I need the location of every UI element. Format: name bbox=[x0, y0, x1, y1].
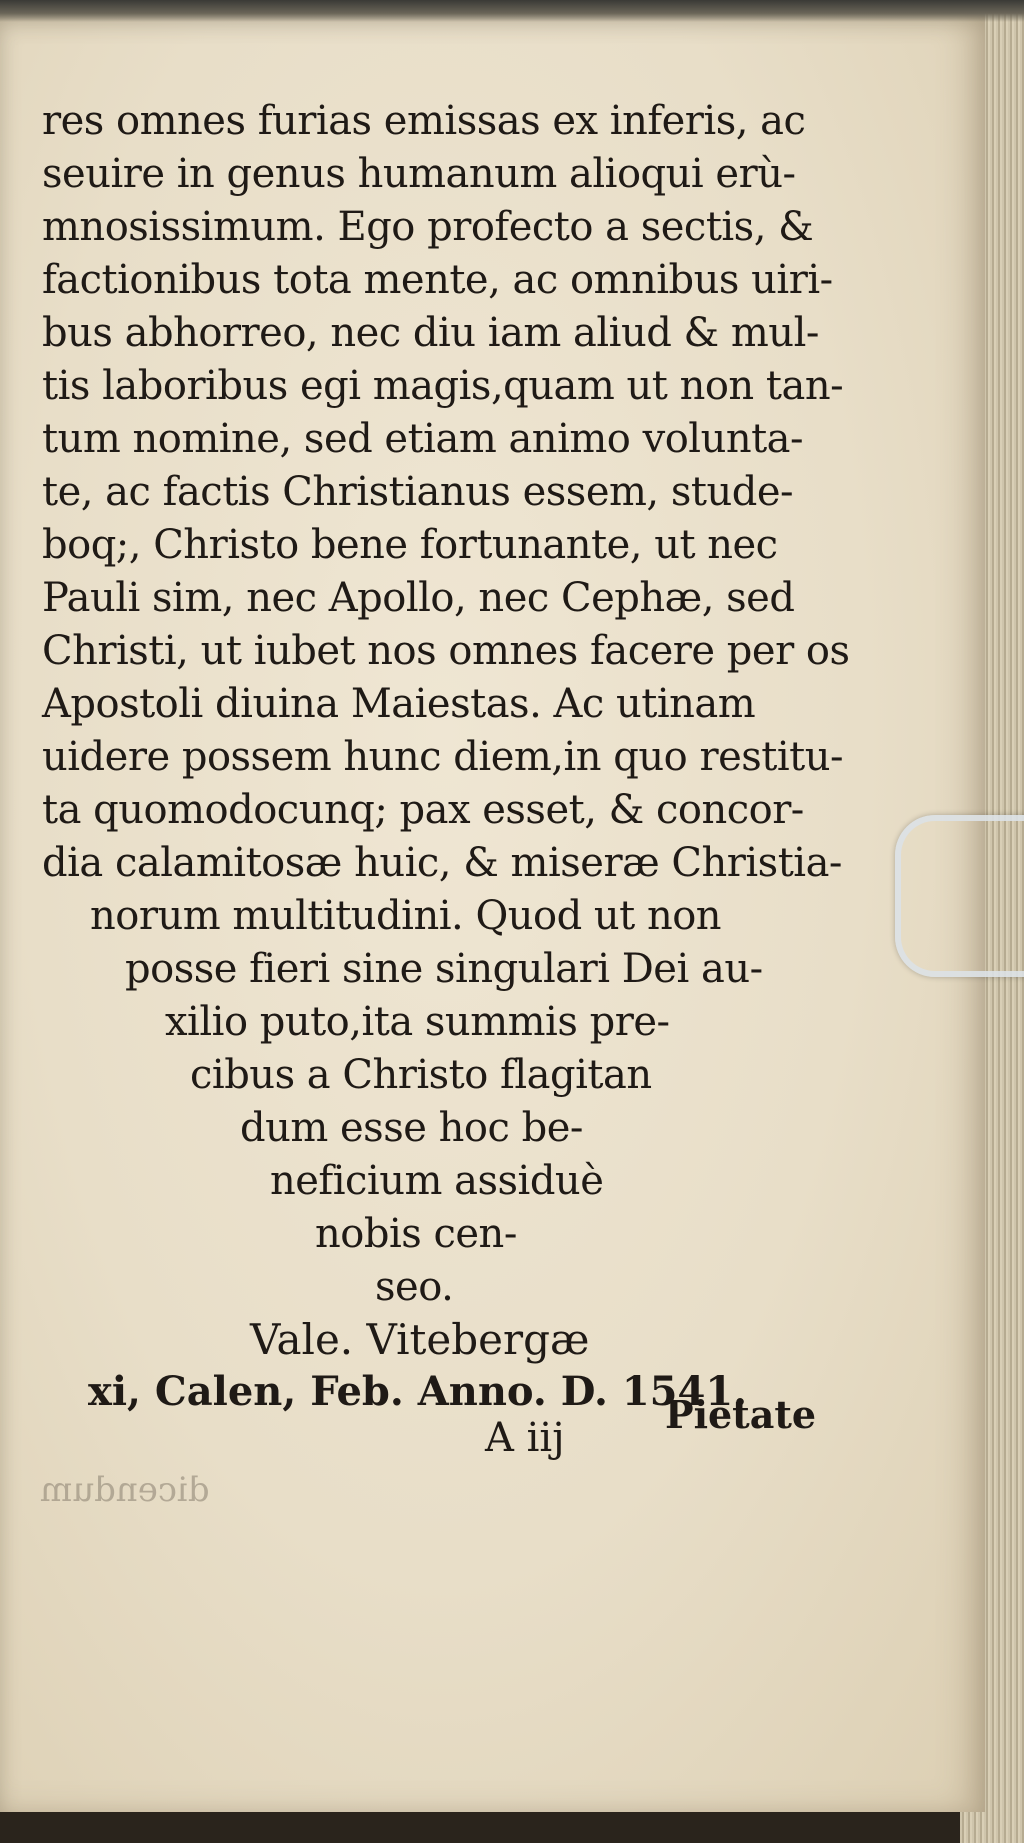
text-line-20: dum esse hoc be- bbox=[240, 1105, 583, 1151]
text-line-1: res omnes furias emissas ex inferis, ac bbox=[42, 98, 806, 144]
text-line-11: Christi, ut iubet nos omnes facere per os bbox=[42, 628, 850, 674]
text-line-10: Pauli sim, nec Apollo, nec Cephæ, sed bbox=[42, 575, 795, 621]
text-line-14: ta quomodocunq; pax esset, & concor- bbox=[42, 787, 804, 833]
bleed-through-text: dicendum bbox=[40, 1470, 210, 1510]
text-line-22: nobis cen- bbox=[315, 1211, 517, 1257]
text-line-12: Apostoli diuina Maiestas. Ac utinam bbox=[42, 681, 756, 727]
date-line: xi, Calen, Feb. Anno. D. 1541. bbox=[88, 1368, 748, 1415]
text-line-4: factionibus tota mente, ac omnibus uiri- bbox=[42, 257, 833, 303]
text-line-23: seo. bbox=[375, 1264, 454, 1310]
text-line-7: tum nomine, sed etiam animo volunta- bbox=[42, 416, 804, 462]
text-line-9: boq;, Christo bene fortunante, ut nec bbox=[42, 522, 778, 568]
text-line-19: cibus a Christo flagitan bbox=[190, 1052, 652, 1098]
page-clip bbox=[895, 815, 1024, 977]
text-line-2: seuire in genus humanum alioqui erù- bbox=[42, 151, 796, 197]
top-shadow bbox=[0, 0, 1024, 22]
text-line-5: bus abhorreo, nec diu iam aliud & mul- bbox=[42, 310, 819, 356]
catchword: Pietate bbox=[665, 1392, 817, 1437]
text-line-3: mnosissimum. Ego profecto a sectis, & bbox=[42, 204, 814, 250]
text-line-6: tis laboribus egi magis,quam ut non tan- bbox=[42, 363, 844, 409]
text-line-18: xilio puto,ita summis pre- bbox=[165, 999, 670, 1045]
body-text bbox=[30, 95, 850, 1314]
text-line-17: posse fieri sine singulari Dei au- bbox=[125, 946, 763, 992]
signature-mark: A iij bbox=[485, 1415, 565, 1461]
text-line-16: norum multitudini. Quod ut non bbox=[90, 893, 722, 939]
text-line-8: te, ac factis Christianus essem, stude- bbox=[42, 469, 794, 515]
closing-line: Vale. Vitebergæ bbox=[250, 1315, 590, 1364]
text-line-13: uidere possem hunc diem,in quo restitu- bbox=[42, 734, 843, 780]
text-line-21: neficium assiduè bbox=[270, 1158, 604, 1204]
text-line-15: dia calamitosæ huic, & miseræ Christia- bbox=[42, 840, 842, 886]
